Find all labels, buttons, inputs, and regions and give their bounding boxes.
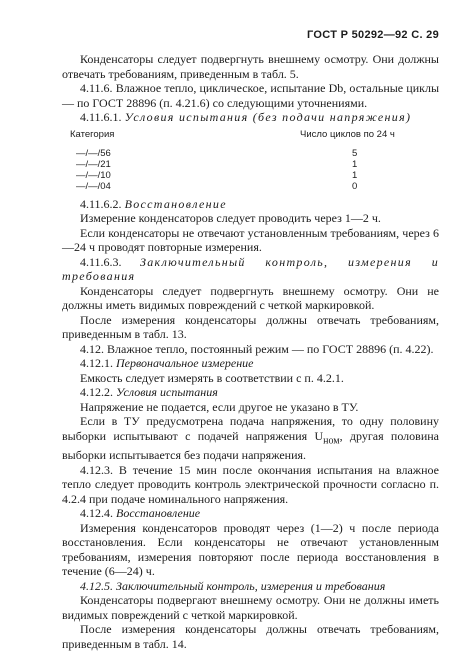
paragraph: 4.12.3. В течение 15 мин после окончания испытания на влажное тепло следует проводить контроль электрической прочности согласно п. 4.2.4 при подаче номинального напряжения. [62,462,439,506]
section-number: 4.11.6.3. [80,254,140,269]
table-cell-category: —/—/10 [76,169,111,181]
section-heading [62,197,439,212]
paragraph: После измерения конденсаторы должны отвечать требованиям, приведенным в табл. 13. [62,312,439,341]
table-cell-category: —/—/04 [76,180,111,192]
paragraph: Измерение конденсаторов следует проводить через 1—2 ч. [80,211,381,225]
section-title: Условия испытания (без подачи напряжения) [124,110,412,124]
table-cell-cycles: 1 [352,158,358,170]
paragraph: Измерения конденсаторов проводят через (1—2) ч после периода восстановления. Если конденсаторы не отвечают установленным требованиям, измерения повторяют после периода восстановления в течение (6—24) ч. [62,520,439,579]
section-title: Восстановление [116,506,201,521]
subscript-nom: ном [323,434,340,446]
document-body [62,52,439,651]
section-number: 4.12.4. [80,506,116,521]
paragraph: Если конденсаторы не отвечают установленным требованиям, через 6—24 ч проводят повторные измерения. [62,225,439,254]
section-heading [62,110,439,125]
table-header-category: Категория [70,128,115,140]
paragraph: 4.12. Влажное тепло, постоянный режим — по ГОСТ 28896 (п. 4.22). [80,341,434,356]
section-title: Восстановление [124,196,227,211]
paragraph [62,414,439,463]
paragraph: После измерения конденсаторы должны отвечать требованиям, приведенным в табл. 14. [62,622,439,651]
section-heading [62,579,439,594]
section-heading [62,506,439,521]
section-number: 4.12.2. [80,385,116,399]
paragraph-text: Если в ТУ предусмотрена подача напряжения, то одну половину выборки испытывают с подачей напряжения U [62,414,439,443]
paragraph: Конденсаторы следует подвергнуть внешнему осмотру. Они должны отвечать требованиям, приведенным в табл. 5. [62,52,439,81]
table-cell-cycles: 5 [352,147,358,159]
section-number: 4.12.1. [80,356,116,370]
section-heading [62,385,439,400]
section-heading [62,356,439,371]
section-number: 4.11.6.2. [80,196,125,211]
section-title: Заключительный контроль, измерения и требования [62,254,439,283]
paragraph: 4.11.6. Влажное тепло, циклическое, испытание Db, остальные циклы — по ГОСТ 28896 (п. 4.21.6) со следующими уточнениями. [62,81,439,110]
cycles-table [62,129,439,193]
table-cell-category: —/—/56 [76,147,111,159]
paragraph: Емкость следует измерять в соответствии с п. 4.2.1. [80,370,344,385]
paragraph: Конденсаторы подвергают внешнему осмотру. Они не должны иметь видимых повреждений с четкой маркировкой. [62,593,439,622]
section-heading [62,255,439,284]
paragraph: Конденсаторы следует подвергнуть внешнему осмотру. Они не должны иметь видимых повреждений с четкой маркировкой. [62,283,439,312]
section-title: Первоначальное измерение [116,356,254,370]
table-cell-cycles: 1 [352,169,358,181]
paragraph-text: , другая половина выборки испытывается без подачи напряжения. [62,428,439,463]
table-cell-cycles: 0 [352,180,358,192]
section-title: 4.12.5. Заключительный контроль, измерения и требования [80,578,386,593]
table-cell-category: —/—/21 [76,158,111,170]
table-header-cycles: Число циклов по 24 ч [300,128,395,140]
page-header: ГОСТ Р 50292—92 С. 29 [307,29,439,41]
paragraph: Напряжение не подается, если другое не указано в ТУ. [80,399,359,414]
section-title: Условия испытания [116,385,218,399]
section-number: 4.11.6.1. [80,110,125,124]
